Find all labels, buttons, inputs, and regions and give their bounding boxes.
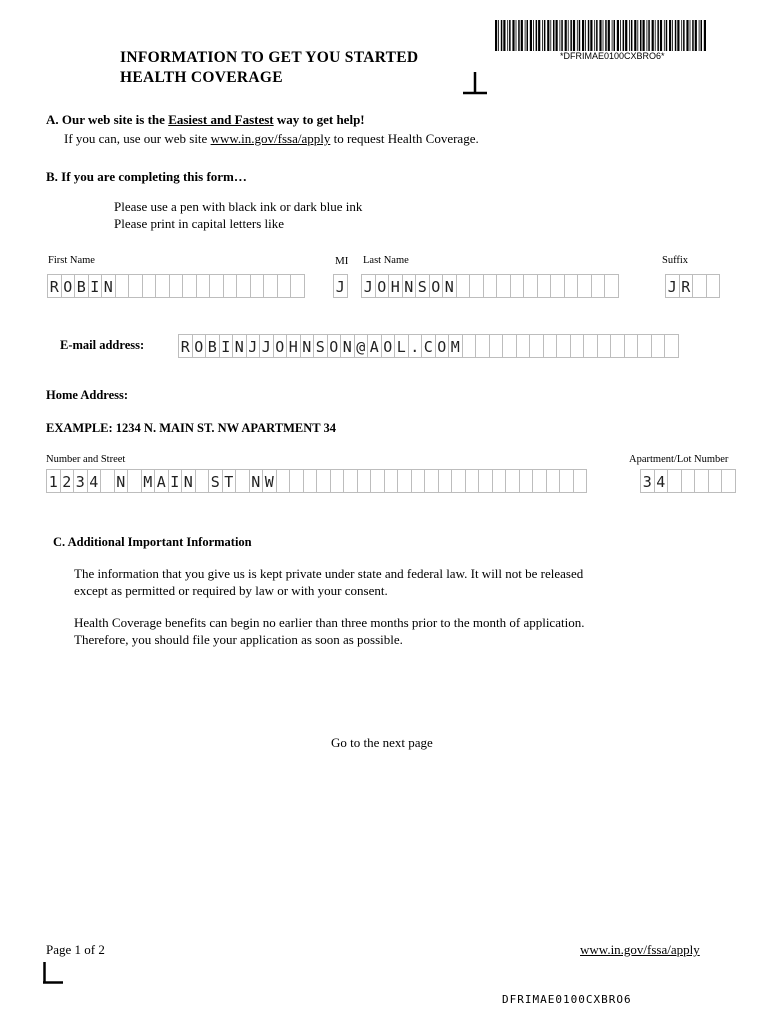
apartment-label: Apartment/Lot Number bbox=[629, 454, 729, 465]
char-box: B bbox=[205, 334, 220, 358]
home-address-label: Home Address: bbox=[46, 388, 129, 402]
barcode-bar bbox=[556, 20, 558, 51]
char-box bbox=[556, 334, 571, 358]
char-box: A bbox=[367, 334, 382, 358]
barcode-bar bbox=[573, 20, 575, 51]
barcode-bar bbox=[625, 20, 627, 51]
char-box: L bbox=[394, 334, 409, 358]
barcode-bar bbox=[608, 20, 610, 51]
char-box bbox=[462, 334, 477, 358]
char-box: H bbox=[286, 334, 301, 358]
char-box bbox=[115, 274, 130, 298]
last-name-field[interactable] bbox=[361, 274, 619, 298]
char-box bbox=[209, 274, 224, 298]
char-box: O bbox=[435, 334, 450, 358]
barcode-bar bbox=[660, 20, 662, 51]
char-box: B bbox=[74, 274, 89, 298]
char-box: O bbox=[192, 334, 207, 358]
char-box bbox=[384, 469, 399, 493]
char-box: R bbox=[47, 274, 62, 298]
char-box: O bbox=[327, 334, 342, 358]
char-box bbox=[223, 274, 238, 298]
barcode-bar bbox=[503, 20, 505, 51]
char-box bbox=[597, 334, 612, 358]
barcode-bar bbox=[692, 20, 694, 51]
next-page-note: Go to the next page bbox=[331, 735, 433, 750]
barcode-bar bbox=[579, 20, 581, 51]
char-box bbox=[681, 469, 696, 493]
char-box bbox=[343, 469, 358, 493]
registration-mark-icon bbox=[462, 70, 488, 96]
section-a-heading-post: way to get help! bbox=[273, 112, 365, 127]
char-box bbox=[651, 334, 666, 358]
char-box: N bbox=[232, 334, 247, 358]
char-box: S bbox=[208, 469, 223, 493]
barcode-bar bbox=[648, 20, 650, 51]
char-box bbox=[583, 334, 598, 358]
section-b-instruction-2: Please print in capital letters like bbox=[114, 216, 285, 231]
char-box bbox=[706, 274, 721, 298]
barcode-bar bbox=[553, 20, 555, 51]
char-box bbox=[330, 469, 345, 493]
char-box bbox=[604, 274, 619, 298]
suffix-field[interactable] bbox=[665, 274, 720, 298]
barcode-bar bbox=[547, 20, 549, 51]
barcode-bar bbox=[643, 20, 645, 51]
char-box bbox=[543, 334, 558, 358]
char-box: O bbox=[375, 274, 390, 298]
char-box: S bbox=[415, 274, 430, 298]
char-box bbox=[397, 469, 412, 493]
char-box bbox=[516, 334, 531, 358]
char-box: A bbox=[154, 469, 169, 493]
benefits-paragraph bbox=[74, 614, 584, 648]
char-box: R bbox=[178, 334, 193, 358]
barcode-bar bbox=[501, 20, 503, 51]
barcode-bar bbox=[530, 20, 532, 51]
char-box: 2 bbox=[60, 469, 75, 493]
street-field[interactable] bbox=[46, 469, 587, 493]
first-name-label: First Name bbox=[48, 255, 95, 266]
char-box: N bbox=[249, 469, 264, 493]
char-box: C bbox=[421, 334, 436, 358]
char-box bbox=[276, 469, 291, 493]
benefits-line-2: Therefore, you should file your application as soon as possible. bbox=[74, 632, 403, 647]
barcode-bar bbox=[588, 20, 590, 51]
char-box: J bbox=[361, 274, 376, 298]
barcode-bar bbox=[542, 20, 543, 51]
char-box: N bbox=[300, 334, 315, 358]
barcode-bar bbox=[623, 20, 625, 51]
char-box bbox=[438, 469, 453, 493]
char-box bbox=[456, 274, 471, 298]
barcode-bar bbox=[590, 20, 592, 51]
barcode-bar bbox=[533, 20, 534, 51]
char-box bbox=[529, 334, 544, 358]
char-box: M bbox=[141, 469, 156, 493]
section-b-heading: B. If you are completing this form… bbox=[46, 169, 247, 184]
char-box bbox=[100, 469, 115, 493]
char-box bbox=[277, 274, 292, 298]
barcode-bar bbox=[617, 20, 619, 51]
barcode-bar bbox=[568, 20, 569, 51]
form-code: DFRIMAE0100CXBRO6 bbox=[502, 993, 632, 1006]
barcode-bar bbox=[614, 20, 616, 51]
char-box bbox=[489, 334, 504, 358]
char-box bbox=[559, 469, 574, 493]
char-box bbox=[546, 469, 561, 493]
barcode-bar bbox=[664, 20, 665, 51]
char-box bbox=[692, 274, 707, 298]
char-box: J bbox=[259, 334, 274, 358]
section-c-heading: C. Additional Important Information bbox=[53, 535, 252, 549]
barcode-bar bbox=[599, 20, 601, 51]
footer-website-link[interactable]: www.in.gov/fssa/apply bbox=[580, 942, 700, 957]
barcode-bar bbox=[544, 20, 546, 51]
char-box: N bbox=[181, 469, 196, 493]
barcode-bar bbox=[647, 20, 648, 51]
char-box bbox=[303, 469, 318, 493]
char-box: T bbox=[222, 469, 237, 493]
char-box bbox=[235, 469, 250, 493]
section-a-heading bbox=[46, 112, 365, 128]
char-box bbox=[505, 469, 520, 493]
char-box: I bbox=[88, 274, 103, 298]
char-box: O bbox=[273, 334, 288, 358]
char-box bbox=[610, 334, 625, 358]
char-box: N bbox=[340, 334, 355, 358]
barcode-bar bbox=[561, 20, 563, 51]
char-box bbox=[492, 469, 507, 493]
section-a-text-pre: If you can, use our web site bbox=[64, 131, 211, 146]
char-box bbox=[550, 274, 565, 298]
char-box bbox=[532, 469, 547, 493]
barcode-bar bbox=[605, 20, 607, 51]
char-box: W bbox=[262, 469, 277, 493]
char-box bbox=[570, 334, 585, 358]
char-box bbox=[721, 469, 736, 493]
title-line-1: INFORMATION TO GET YOU STARTED bbox=[120, 49, 419, 66]
char-box: R bbox=[679, 274, 694, 298]
char-box bbox=[537, 274, 552, 298]
char-box bbox=[483, 274, 498, 298]
last-name-label: Last Name bbox=[363, 255, 409, 266]
char-box: N bbox=[442, 274, 457, 298]
barcode-bar bbox=[657, 20, 659, 51]
barcode-bar bbox=[594, 20, 595, 51]
barcode-bar bbox=[550, 20, 551, 51]
barcode-bar bbox=[518, 20, 520, 51]
char-box: N bbox=[402, 274, 417, 298]
barcode-bar bbox=[634, 20, 636, 51]
barcode-bar bbox=[666, 20, 668, 51]
char-box bbox=[169, 274, 184, 298]
char-box bbox=[236, 274, 251, 298]
char-box bbox=[708, 469, 723, 493]
barcode-bar bbox=[516, 20, 517, 51]
title-line-2: HEALTH COVERAGE bbox=[120, 69, 283, 86]
char-box bbox=[289, 469, 304, 493]
char-box bbox=[469, 274, 484, 298]
barcode-bar bbox=[603, 20, 604, 51]
char-box bbox=[577, 274, 592, 298]
char-box bbox=[127, 469, 142, 493]
form-title bbox=[120, 48, 418, 88]
barcode-bar bbox=[570, 20, 572, 51]
char-box bbox=[502, 334, 517, 358]
barcode-bar bbox=[585, 20, 586, 51]
barcode-bar bbox=[699, 20, 700, 51]
section-a-text bbox=[64, 130, 479, 147]
barcode-image bbox=[495, 20, 707, 51]
char-box bbox=[316, 469, 331, 493]
char-box bbox=[591, 274, 606, 298]
char-box bbox=[523, 274, 538, 298]
char-box: I bbox=[168, 469, 183, 493]
corner-mark-icon bbox=[43, 962, 63, 984]
char-box bbox=[451, 469, 466, 493]
char-box bbox=[357, 469, 372, 493]
barcode-bar bbox=[704, 20, 706, 51]
barcode-bar bbox=[577, 20, 578, 51]
barcode-bar bbox=[612, 20, 613, 51]
section-a-text-post: to request Health Coverage. bbox=[330, 131, 479, 146]
char-box: 1 bbox=[46, 469, 61, 493]
barcode-bar bbox=[652, 20, 654, 51]
page-number: Page 1 of 2 bbox=[46, 942, 105, 957]
barcode-bar bbox=[681, 20, 682, 51]
char-box: O bbox=[61, 274, 76, 298]
char-box bbox=[694, 469, 709, 493]
suffix-label: Suffix bbox=[662, 255, 689, 266]
barcode-bar bbox=[686, 20, 688, 51]
barcode-bar bbox=[525, 20, 526, 51]
barcode-bar bbox=[495, 20, 497, 51]
barcode-bar bbox=[629, 20, 630, 51]
barcode-bar bbox=[521, 20, 523, 51]
barcode-bar bbox=[675, 20, 677, 51]
char-box: N bbox=[114, 469, 129, 493]
section-a-heading-underlined: Easiest and Fastest bbox=[168, 112, 274, 127]
barcode-bar bbox=[527, 20, 529, 51]
char-box bbox=[519, 469, 534, 493]
mi-field[interactable] bbox=[333, 274, 348, 298]
char-box bbox=[510, 274, 525, 298]
char-box bbox=[624, 334, 639, 358]
char-box: 4 bbox=[654, 469, 669, 493]
barcode-bar bbox=[620, 20, 621, 51]
address-example: EXAMPLE: 1234 N. MAIN ST. NW APARTMENT 34 bbox=[46, 421, 336, 435]
char-box bbox=[465, 469, 480, 493]
char-box bbox=[478, 469, 493, 493]
char-box: J bbox=[665, 274, 680, 298]
benefits-line-1: Health Coverage benefits can begin no earlier than three months prior to the month of application. bbox=[74, 615, 585, 630]
char-box: I bbox=[219, 334, 234, 358]
barcode-bar bbox=[690, 20, 691, 51]
barcode-bar bbox=[596, 20, 598, 51]
barcode-bar bbox=[509, 20, 511, 51]
char-box: N bbox=[101, 274, 116, 298]
char-box bbox=[573, 469, 588, 493]
char-box: O bbox=[381, 334, 396, 358]
char-box bbox=[496, 274, 511, 298]
barcode-bar bbox=[565, 20, 567, 51]
email-label: E-mail address: bbox=[60, 338, 145, 352]
char-box bbox=[667, 469, 682, 493]
char-box bbox=[155, 274, 170, 298]
barcode-bar bbox=[672, 20, 673, 51]
char-box bbox=[142, 274, 157, 298]
privacy-line-1: The information that you give us is kept private under state and federal law. It will not be released bbox=[74, 566, 584, 581]
char-box: 3 bbox=[640, 469, 655, 493]
privacy-line-2: except as permitted or required by law or with your consent. bbox=[74, 583, 388, 598]
char-box: @ bbox=[354, 334, 369, 358]
street-label: Number and Street bbox=[46, 454, 126, 465]
char-box bbox=[411, 469, 426, 493]
char-box bbox=[182, 274, 197, 298]
barcode-bar bbox=[695, 20, 697, 51]
barcode-bar bbox=[701, 20, 703, 51]
char-box bbox=[195, 469, 210, 493]
email-field[interactable] bbox=[178, 334, 679, 358]
char-box bbox=[564, 274, 579, 298]
barcode-bar bbox=[512, 20, 514, 51]
barcode-bar bbox=[536, 20, 538, 51]
barcode-text: *DFRIMAE0100CXBRO6* bbox=[560, 51, 665, 61]
char-box bbox=[475, 334, 490, 358]
barcode-bar bbox=[683, 20, 685, 51]
char-box bbox=[263, 274, 278, 298]
char-box: O bbox=[429, 274, 444, 298]
section-a-heading-pre: A. Our web site is the bbox=[46, 112, 169, 127]
char-box: 3 bbox=[73, 469, 88, 493]
barcode-bar bbox=[669, 20, 671, 51]
char-box: S bbox=[313, 334, 328, 358]
char-box: J bbox=[246, 334, 261, 358]
char-box: 4 bbox=[87, 469, 102, 493]
barcode-bar bbox=[538, 20, 540, 51]
barcode-bar bbox=[655, 20, 656, 51]
first-name-field[interactable] bbox=[47, 274, 305, 298]
barcode-bar bbox=[507, 20, 508, 51]
barcode-bar bbox=[631, 20, 633, 51]
section-b-instruction-1: Please use a pen with black ink or dark blue ink bbox=[114, 199, 363, 214]
barcode-bar bbox=[637, 20, 638, 51]
barcode-bar bbox=[582, 20, 584, 51]
apartment-field[interactable] bbox=[640, 469, 736, 493]
barcode-bar bbox=[677, 20, 679, 51]
char-box bbox=[250, 274, 265, 298]
barcode-bar bbox=[640, 20, 642, 51]
char-box bbox=[370, 469, 385, 493]
char-box bbox=[196, 274, 211, 298]
char-box bbox=[290, 274, 305, 298]
website-link[interactable]: www.in.gov/fssa/apply bbox=[210, 131, 331, 146]
char-box: . bbox=[408, 334, 423, 358]
char-box: H bbox=[388, 274, 403, 298]
char-box bbox=[664, 334, 679, 358]
char-box: M bbox=[448, 334, 463, 358]
char-box bbox=[637, 334, 652, 358]
privacy-paragraph bbox=[74, 565, 583, 599]
barcode-bar bbox=[560, 20, 561, 51]
barcode-bar bbox=[498, 20, 499, 51]
mi-label: MI bbox=[335, 255, 349, 267]
char-box bbox=[424, 469, 439, 493]
char-box bbox=[128, 274, 143, 298]
char-box: J bbox=[333, 274, 348, 298]
